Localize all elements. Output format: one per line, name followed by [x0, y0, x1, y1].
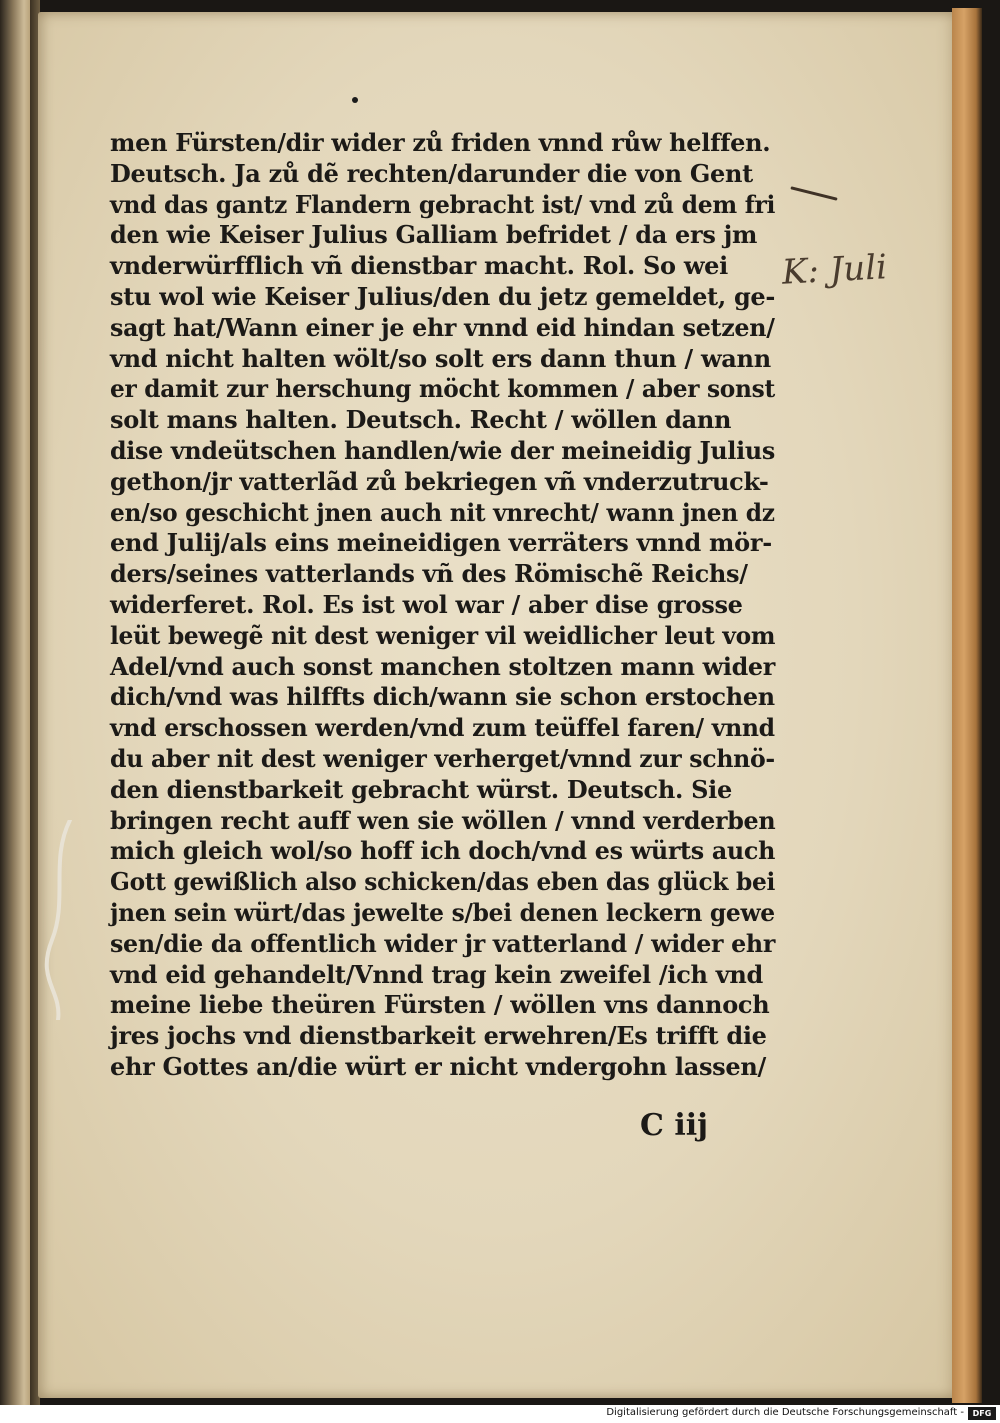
- digitization-credit: Digitalisierung gefördert durch die Deutsche Forschungsgemeinschaft -: [606, 1407, 964, 1418]
- text-line: ders/seines vatterlands vñ des Römischẽ Reichs/: [110, 559, 748, 589]
- text-line: er damit zur herschung möcht kommen / aber sonst: [110, 374, 775, 404]
- binding-thread: [40, 820, 80, 1020]
- text-line: jres jochs vnd dienstbarkeit erwehren/Es trifft die: [110, 1021, 767, 1051]
- text-line: men Fürsten/dir wider zů friden vnnd růw helffen.: [110, 128, 771, 157]
- text-line: den dienstbarkeit gebracht würst. Deutsch. Sie: [110, 774, 732, 804]
- text-line: vnd das gantz Flandern gebracht ist/ vnd zů dem fri: [110, 189, 776, 219]
- text-line: ehr Gottes an/die würt er nicht vndergohn lassen/: [110, 1051, 766, 1081]
- text-line: du aber nit dest weniger verherget/vnnd zur schnö-: [110, 743, 775, 773]
- text-line: meine liebe theüren Fürsten / wöllen vns dannoch: [110, 990, 770, 1020]
- text-line: leüt bewegẽ nit dest weniger vil weidlicher leut vom: [110, 620, 776, 650]
- left-page-edge: [0, 0, 30, 1405]
- text-line: sen/die da offentlich wider jr vatterland / wider ehr: [110, 928, 776, 958]
- signature-mark: C iij: [640, 1108, 708, 1143]
- text-line: mich gleich wol/so hoff ich doch/vnd es würts auch: [110, 836, 776, 866]
- dfg-logo: DFG: [968, 1407, 996, 1420]
- text-line: sagt hat/Wann einer je ehr vnnd eid hindan setzen/: [110, 312, 775, 342]
- text-line: den wie Keiser Julius Galliam befridet / da ers jm: [110, 220, 758, 250]
- text-line: end Julij/als eins meineidigen verräters vnnd mör-: [110, 528, 772, 558]
- text-line: dich/vnd was hilffts dich/wann sie schon erstochen: [110, 682, 775, 712]
- text-line: jnen sein würt/das jewelte s/bei denen leckern gewe: [110, 897, 775, 927]
- handwritten-margin-note: K: Juli: [781, 247, 888, 293]
- text-line: dise vndeütschen handlen/wie der meineidig Julius: [110, 435, 775, 465]
- text-line: widerferet. Rol. Es ist wol war / aber dise grosse: [110, 589, 743, 619]
- text-line: solt mans halten. Deutsch. Recht / wöllen dann: [110, 405, 732, 435]
- text-line: vnd nicht halten wölt/so solt ers dann thun / wann: [110, 343, 771, 373]
- right-page-edge: [952, 8, 982, 1403]
- text-line: stu wol wie Keiser Julius/den du jetz gemeldet, ge-: [110, 281, 776, 311]
- text-line: vnderwürfflich vñ dienstbar macht. Rol. So wei: [110, 251, 728, 281]
- text-line: bringen recht auff wen sie wöllen / vnnd verderben: [110, 805, 776, 835]
- text-line: gethon/jr vatterlãd zů bekriegen vñ vnderzutruck-: [110, 466, 769, 496]
- body-text: [110, 128, 775, 1083]
- text-line: Adel/vnd auch sonst manchen stoltzen mann wider: [110, 651, 776, 681]
- ink-dot: [352, 97, 358, 103]
- text-line: en/so geschicht jnen auch nit vnrecht/ wann jnen dz: [110, 497, 775, 527]
- text-line: Gott gewißlich also schicken/das eben das glück bei: [110, 867, 776, 897]
- text-line: vnd eid gehandelt/Vnnd trag kein zweifel /ich vnd: [110, 959, 763, 989]
- text-line: Deutsch. Ja zů dẽ rechten/darunder die von Gent: [110, 158, 753, 188]
- text-line: vnd erschossen werden/vnd zum teüffel faren/ vnnd: [110, 713, 775, 743]
